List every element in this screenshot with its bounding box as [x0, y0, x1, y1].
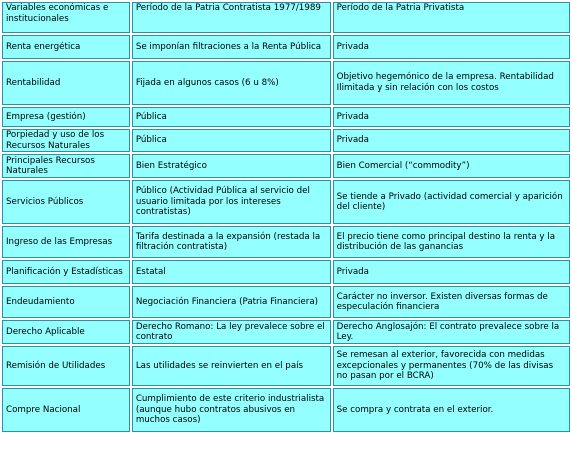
variable-cell: Derecho Aplicable: [2, 320, 130, 344]
patria-contratista-cell: Tarifa destinada a la expansión (restada la filtración contratista): [132, 226, 331, 258]
variable-cell: Principales Recursos Naturales: [2, 154, 130, 178]
patria-contratista-cell: Derecho Romano: La ley prevalece sobre el contrato: [132, 320, 331, 344]
table-row: [2, 226, 570, 258]
patria-privatista-cell: Privada: [333, 107, 570, 127]
variable-cell: Remisión de Utilidades: [2, 346, 130, 386]
patria-contratista-cell: Pública: [132, 129, 331, 152]
table-row: [2, 129, 570, 152]
patria-contratista-cell: Estatal: [132, 260, 331, 284]
variable-cell: Empresa (gestión): [2, 107, 130, 127]
patria-privatista-cell: Privada: [333, 129, 570, 152]
patria-privatista-cell: Privada: [333, 260, 570, 284]
patria-contratista-cell: Las utilidades se reinvierten en el país: [132, 346, 331, 386]
header-cell-variables: Variables económicas e institucionales: [2, 2, 130, 33]
patria-contratista-cell: Fijada en algunos casos (6 u 8%): [132, 61, 331, 105]
patria-privatista-cell: Derecho Anglosajón: El contrato prevalece sobre la Ley.: [333, 320, 570, 344]
comparison-table-body: [2, 2, 570, 432]
table-row: [2, 154, 570, 178]
patria-privatista-cell: Se compra y contrata en el exterior.: [333, 388, 570, 432]
variable-cell: Endeudamiento: [2, 286, 130, 318]
patria-contratista-cell: Se imponían filtraciones a la Renta Pública: [132, 35, 331, 59]
variable-cell: Planificación y Estadísticas: [2, 260, 130, 284]
patria-contratista-cell: Público (Actividad Pública al servicio del usuario limitada por los intereses contratistas): [132, 180, 331, 224]
table-row: [2, 35, 570, 59]
header-row: [2, 2, 570, 33]
patria-privatista-cell: El precio tiene como principal destino la renta y la distribución de las ganancias: [333, 226, 570, 258]
table-row: [2, 388, 570, 432]
header-cell-patria-privatista: Período de la Patria Privatista: [333, 2, 570, 33]
table-row: [2, 346, 570, 386]
table-row: [2, 180, 570, 224]
patria-contratista-cell: Bien Estratégico: [132, 154, 331, 178]
patria-privatista-cell: Se tiende a Privado (actividad comercial y aparición del cliente): [333, 180, 570, 224]
variable-cell: Ingreso de las Empresas: [2, 226, 130, 258]
header-cell-patria-contratista: Período de la Patria Contratista 1977/1989: [132, 2, 331, 33]
table-row: [2, 320, 570, 344]
table-row: [2, 260, 570, 284]
table-row: [2, 107, 570, 127]
patria-contratista-cell: Negociación Financiera (Patria Financiera): [132, 286, 331, 318]
patria-contratista-cell: Cumplimiento de este criterio industrialista (aunque hubo contratos abusivos en muchos casos): [132, 388, 331, 432]
patria-privatista-cell: Se remesan al exterior, favorecida con medidas excepcionales y permanentes (70% de las divisas no pasan por el BCRA): [333, 346, 570, 386]
patria-privatista-cell: Carácter no inversor. Existen diversas formas de especulación financiera: [333, 286, 570, 318]
table-row: [2, 286, 570, 318]
patria-contratista-cell: Pública: [132, 107, 331, 127]
patria-privatista-cell: Privada: [333, 35, 570, 59]
variable-cell: Rentabilidad: [2, 61, 130, 105]
variable-cell: Compre Nacional: [2, 388, 130, 432]
table-row: [2, 61, 570, 105]
patria-privatista-cell: Objetivo hegemónico de la empresa. Rentabilidad Ilimitada y sin relación con los costos: [333, 61, 570, 105]
variable-cell: Renta energética: [2, 35, 130, 59]
variable-cell: Porpiedad y uso de los Recursos Naturales: [2, 129, 130, 152]
patria-privatista-cell: Bien Comercial (“commodity”): [333, 154, 570, 178]
variable-cell: Servicios Públicos: [2, 180, 130, 224]
